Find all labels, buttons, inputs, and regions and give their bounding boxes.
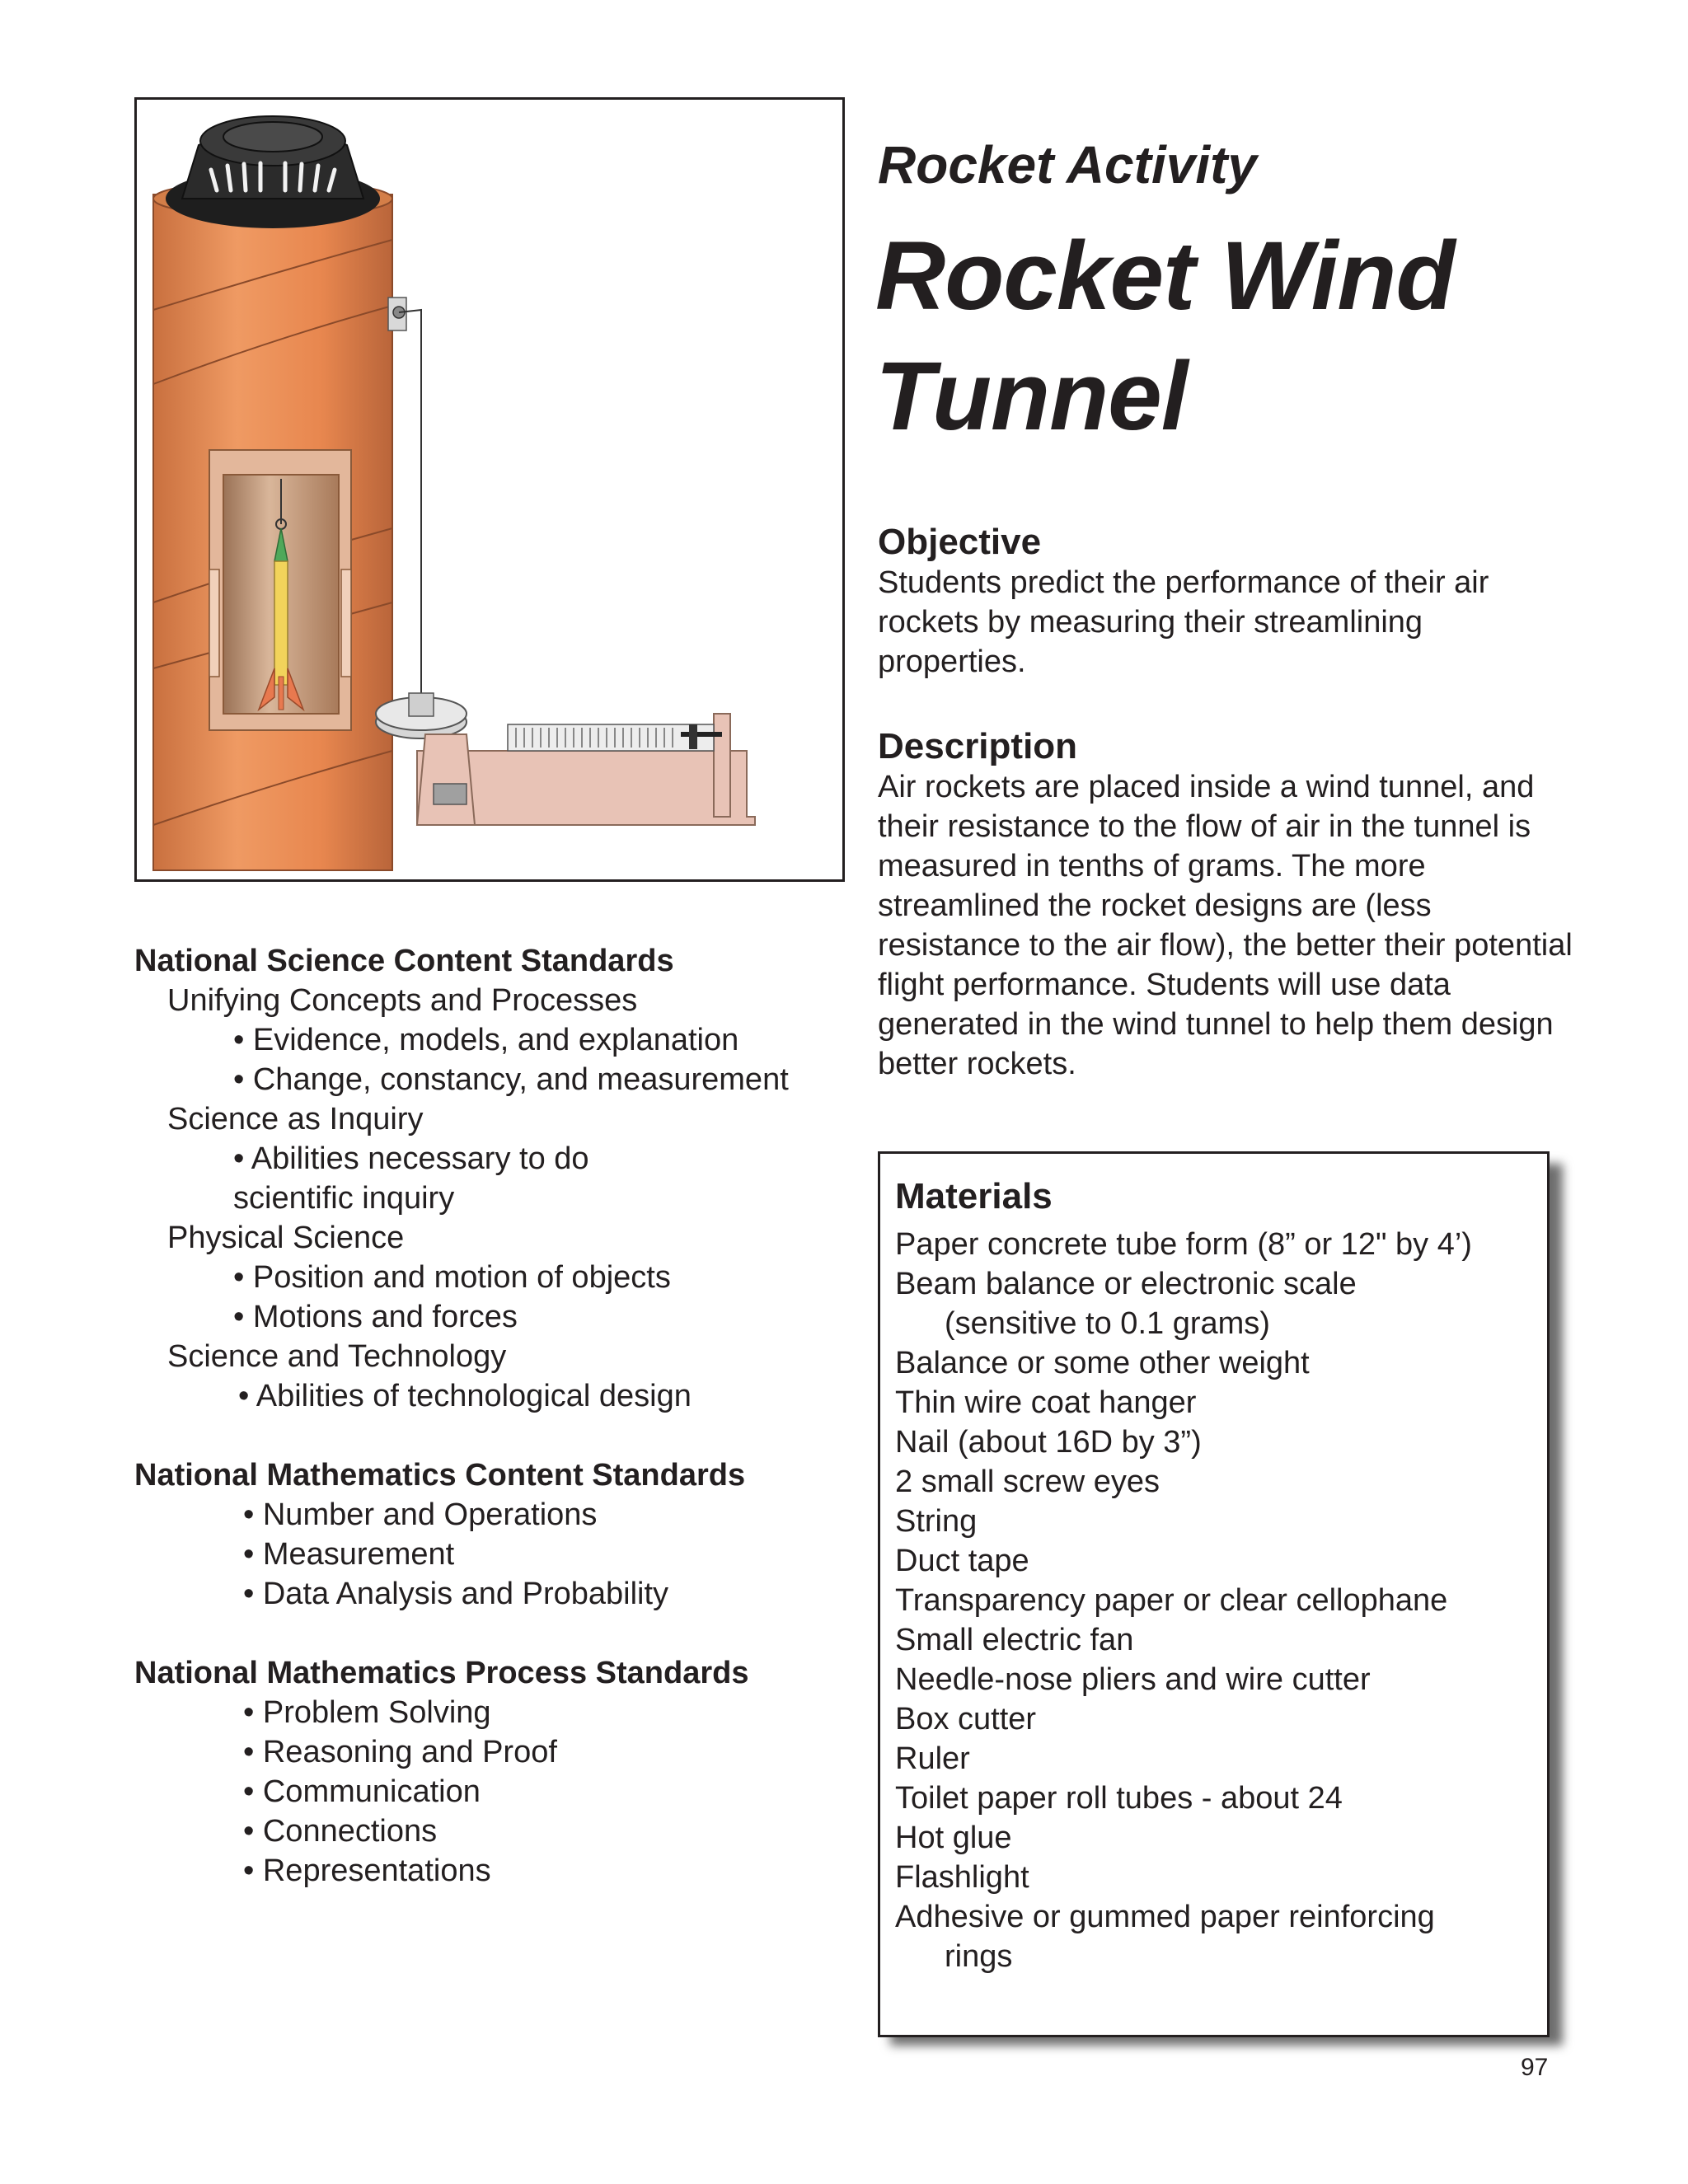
page-title: Rocket Wind Tunnel [875, 222, 1455, 451]
material-item: String [895, 1504, 978, 1539]
standards-section [134, 941, 860, 1930]
standards-item: • Position and motion of objects [233, 1260, 671, 1295]
standards-category: Science and Technology [167, 1339, 507, 1374]
math-content-standards [134, 1455, 860, 1614]
standards-item: • Abilities necessary to do scientific inquiry [233, 1141, 589, 1216]
standards-item: • Data Analysis and Probability [243, 1577, 669, 1611]
science-standards [134, 941, 860, 1416]
material-item: Hot glue [895, 1821, 1012, 1855]
math-process-heading: National Mathematics Process Standards [134, 1656, 749, 1690]
objective-text: Students predict the performance of their air rockets by measuring their streamlining properties. [878, 565, 1489, 679]
material-item: Duct tape [895, 1544, 1029, 1578]
standards-item: • Change, constancy, and measurement [233, 1062, 789, 1097]
beam-balance [376, 693, 755, 825]
material-item: 2 small screw eyes [895, 1465, 1160, 1499]
materials-box [878, 1151, 1550, 2037]
material-item: Box cutter [895, 1702, 1037, 1736]
standards-category: Physical Science [167, 1221, 405, 1255]
activity-kicker: Rocket Activity [878, 135, 1257, 194]
material-item: Toilet paper roll tubes - about 24 [895, 1781, 1343, 1816]
material-item: Ruler [895, 1741, 970, 1776]
material-item: Paper concrete tube form (8” or 12" by 4’) [895, 1227, 1472, 1262]
material-item: Nail (about 16D by 3”) [895, 1425, 1202, 1460]
page-number: 97 [1521, 2054, 1549, 2081]
material-item: Thin wire coat hanger [895, 1385, 1197, 1420]
math-process-standards [134, 1653, 860, 1891]
electric-fan [166, 116, 380, 228]
material-item: Adhesive or gummed paper reinforcing [895, 1900, 1435, 1934]
standards-item: • Communication [243, 1774, 481, 1809]
material-item: Balance or some other weight [895, 1346, 1310, 1380]
standards-item: • Evidence, models, and explanation [233, 1023, 739, 1057]
standards-item: • Reasoning and Proof [243, 1735, 557, 1769]
materials-heading: Materials [895, 1176, 1053, 1216]
science-standards-heading: National Science Content Standards [134, 944, 674, 978]
description-heading: Description [878, 726, 1078, 766]
description-text: Air rockets are placed inside a wind tunnel, and their resistance to the flow of air in the tunnel is measured in tenths of grams. The more streamlined the rocket designs are (less resistance to the air flow), the better their potential flight performance. Students will use data generated in the wind tunnel to help them design better rockets. [878, 770, 1573, 1081]
math-content-heading: National Mathematics Content Standards [134, 1458, 746, 1493]
material-item: Needle-nose pliers and wire cutter [895, 1662, 1371, 1697]
material-item: rings [945, 1939, 1013, 1974]
material-item: Small electric fan [895, 1623, 1134, 1657]
material-item: (sensitive to 0.1 grams) [945, 1306, 1270, 1341]
standards-item: • Representations [243, 1854, 491, 1888]
objective-heading: Objective [878, 522, 1042, 562]
standards-category: Science as Inquiry [167, 1102, 424, 1137]
standards-item: • Measurement [243, 1537, 455, 1572]
standards-category: Unifying Concepts and Processes [167, 983, 638, 1018]
wind-tunnel-drawing [137, 100, 842, 879]
wind-tunnel-illustration [134, 97, 845, 882]
standards-item: • Motions and forces [233, 1300, 518, 1334]
standards-item: • Number and Operations [243, 1497, 598, 1532]
material-item: Flashlight [895, 1860, 1029, 1895]
material-item: Transparency paper or clear cellophane [895, 1583, 1448, 1618]
standards-item: • Problem Solving [243, 1695, 491, 1730]
material-item: Beam balance or electronic scale [895, 1267, 1357, 1301]
standards-item: • Abilities of technological design [238, 1379, 692, 1413]
standards-item: • Connections [243, 1814, 438, 1849]
